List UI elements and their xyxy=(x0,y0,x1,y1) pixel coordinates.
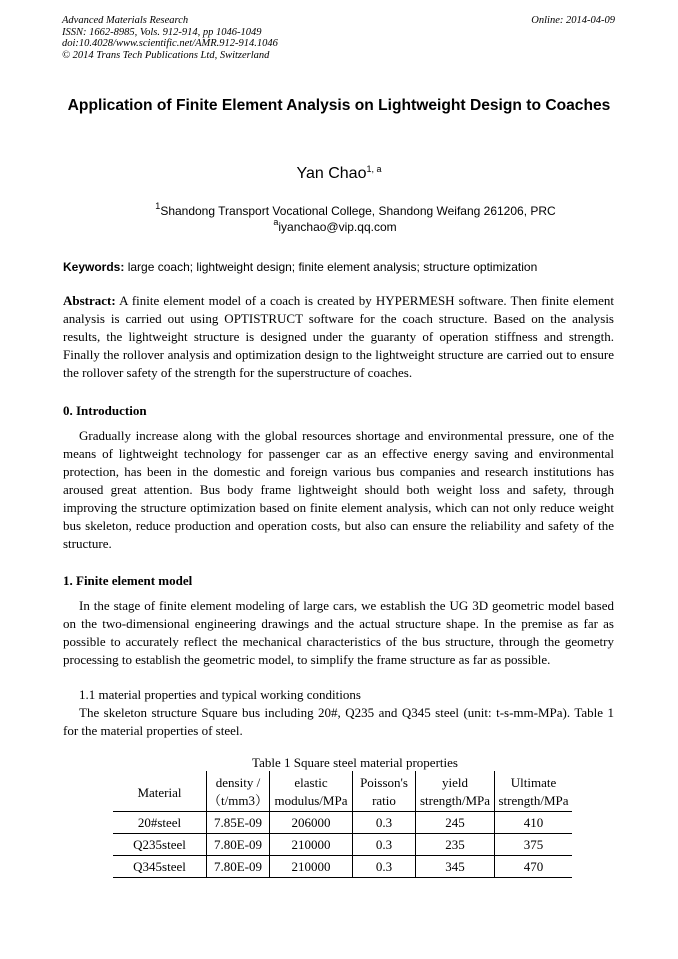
col-yield-unit: strength/MPa xyxy=(416,792,495,812)
cell-density: 7.80E-09 xyxy=(207,856,270,878)
cell-poisson: 0.3 xyxy=(353,856,416,878)
intro-paragraph: Gradually increase along with the global resources shortage and environmental pressure, one of the means of lightweight technology for passenger car as an effective energy saving and environmental protection, has been in the domestic and foreign various bus companies and research institutions has aroused great attention. Bus body frame lightweight should both weight loss and safety, through improving the structure optimization based on finite element analysis, which can not only reduce weight bus skeleton, reduce production and operation costs, but also can ensure the reliability and safety of the structure. xyxy=(63,428,614,551)
affiliation xyxy=(62,203,616,235)
col-poisson-unit: ratio xyxy=(353,792,416,812)
author-name: Yan Chao xyxy=(296,165,367,182)
fem-paragraph-2: The skeleton structure Square bus including 20#, Q235 and Q345 steel (unit: t-s-mm-MPa). Table 1 for the material properties of steel. xyxy=(63,705,614,738)
author-email: iyanchao@vip.qq.com xyxy=(278,220,397,234)
cell-ultimate: 375 xyxy=(495,834,573,856)
cell-elastic: 206000 xyxy=(270,812,353,834)
cell-ultimate: 470 xyxy=(495,856,573,878)
intro-heading: 0. Introduction xyxy=(63,403,147,418)
affil-sup-a: a xyxy=(273,217,279,227)
copyright-line: © 2014 Trans Tech Publications Ltd, Switzerland xyxy=(62,49,270,61)
keywords-text: large coach; lightweight design; finite element analysis; structure optimization xyxy=(127,260,538,274)
col-density-unit: （t/mm3） xyxy=(207,792,270,812)
col-material: Material xyxy=(113,771,207,812)
issn-line: ISSN: 1662-8985, Vols. 912-914, pp 1046-1049 xyxy=(62,26,262,38)
paper-title: Application of Finite Element Analysis on Lightweight Design to Coaches xyxy=(67,97,611,114)
table-caption: Table 1 Square steel material properties xyxy=(252,755,458,770)
abstract-label: Abstract: xyxy=(63,293,116,308)
cell-yield: 245 xyxy=(416,812,495,834)
material-table xyxy=(113,771,572,878)
table-row xyxy=(113,812,572,834)
author-line xyxy=(62,164,616,184)
table-row xyxy=(113,834,572,856)
journal-header xyxy=(62,15,278,61)
fem-paragraph-1: In the stage of finite element modeling of large cars, we establish the UG 3D geometric model based on the two-dimensional engineering drawings and the actual structure shape. In the premise as far as possible to accurately reflect the mechanical characteristics of the bus structure, through the geometry processing to establish the geometric model, to simplify the frame structure as far as possible. xyxy=(63,598,614,667)
cell-poisson: 0.3 xyxy=(353,834,416,856)
col-yield: yield xyxy=(416,771,495,792)
cell-material: 20#steel xyxy=(113,812,207,834)
cell-yield: 345 xyxy=(416,856,495,878)
doi-line: doi:10.4028/www.scientific.net/AMR.912-914.1046 xyxy=(62,38,278,49)
cell-yield: 235 xyxy=(416,834,495,856)
cell-ultimate: 410 xyxy=(495,812,573,834)
cell-elastic: 210000 xyxy=(270,834,353,856)
col-poisson: Poisson's xyxy=(353,771,416,792)
journal-name: Advanced Materials Research xyxy=(62,15,189,26)
cell-poisson: 0.3 xyxy=(353,812,416,834)
cell-elastic: 210000 xyxy=(270,856,353,878)
cell-material: Q235steel xyxy=(113,834,207,856)
affiliation-line: Shandong Transport Vocational College, Shandong Weifang 261206, PRC xyxy=(160,204,556,218)
keywords-label: Keywords: xyxy=(63,260,125,274)
fem-heading: 1. Finite element model xyxy=(63,573,193,588)
keywords xyxy=(63,259,617,275)
col-elastic: elastic xyxy=(270,771,353,792)
col-ultimate: Ultimate xyxy=(495,771,573,792)
col-density: density / xyxy=(207,771,270,792)
abstract-text: A finite element model of a coach is created by HYPERMESH software. Then finite element analysis is carried out using OPTISTRUCT software for the coach structure. Based on the analysis results, the lightweight structure is designed under the guaranty of operation stiffness and strength. Finally the rollover analysis and optimization design to the lightweight structure are carried out to ensure the rollover safety of the strength for the superstructure of coaches. xyxy=(63,293,614,380)
col-elastic-unit: modulus/MPa xyxy=(270,792,353,812)
cell-material: Q345steel xyxy=(113,856,207,878)
table-row xyxy=(113,856,572,878)
fem-subheading: 1.1 material properties and typical working conditions xyxy=(79,687,361,702)
online-date: Online: 2014-04-09 xyxy=(531,15,615,26)
cell-density: 7.80E-09 xyxy=(207,834,270,856)
abstract xyxy=(63,292,614,382)
affil-sup-1: 1 xyxy=(155,201,161,211)
cell-density: 7.85E-09 xyxy=(207,812,270,834)
col-ultimate-unit: strength/MPa xyxy=(495,792,573,812)
author-sup: 1, a xyxy=(366,164,382,174)
